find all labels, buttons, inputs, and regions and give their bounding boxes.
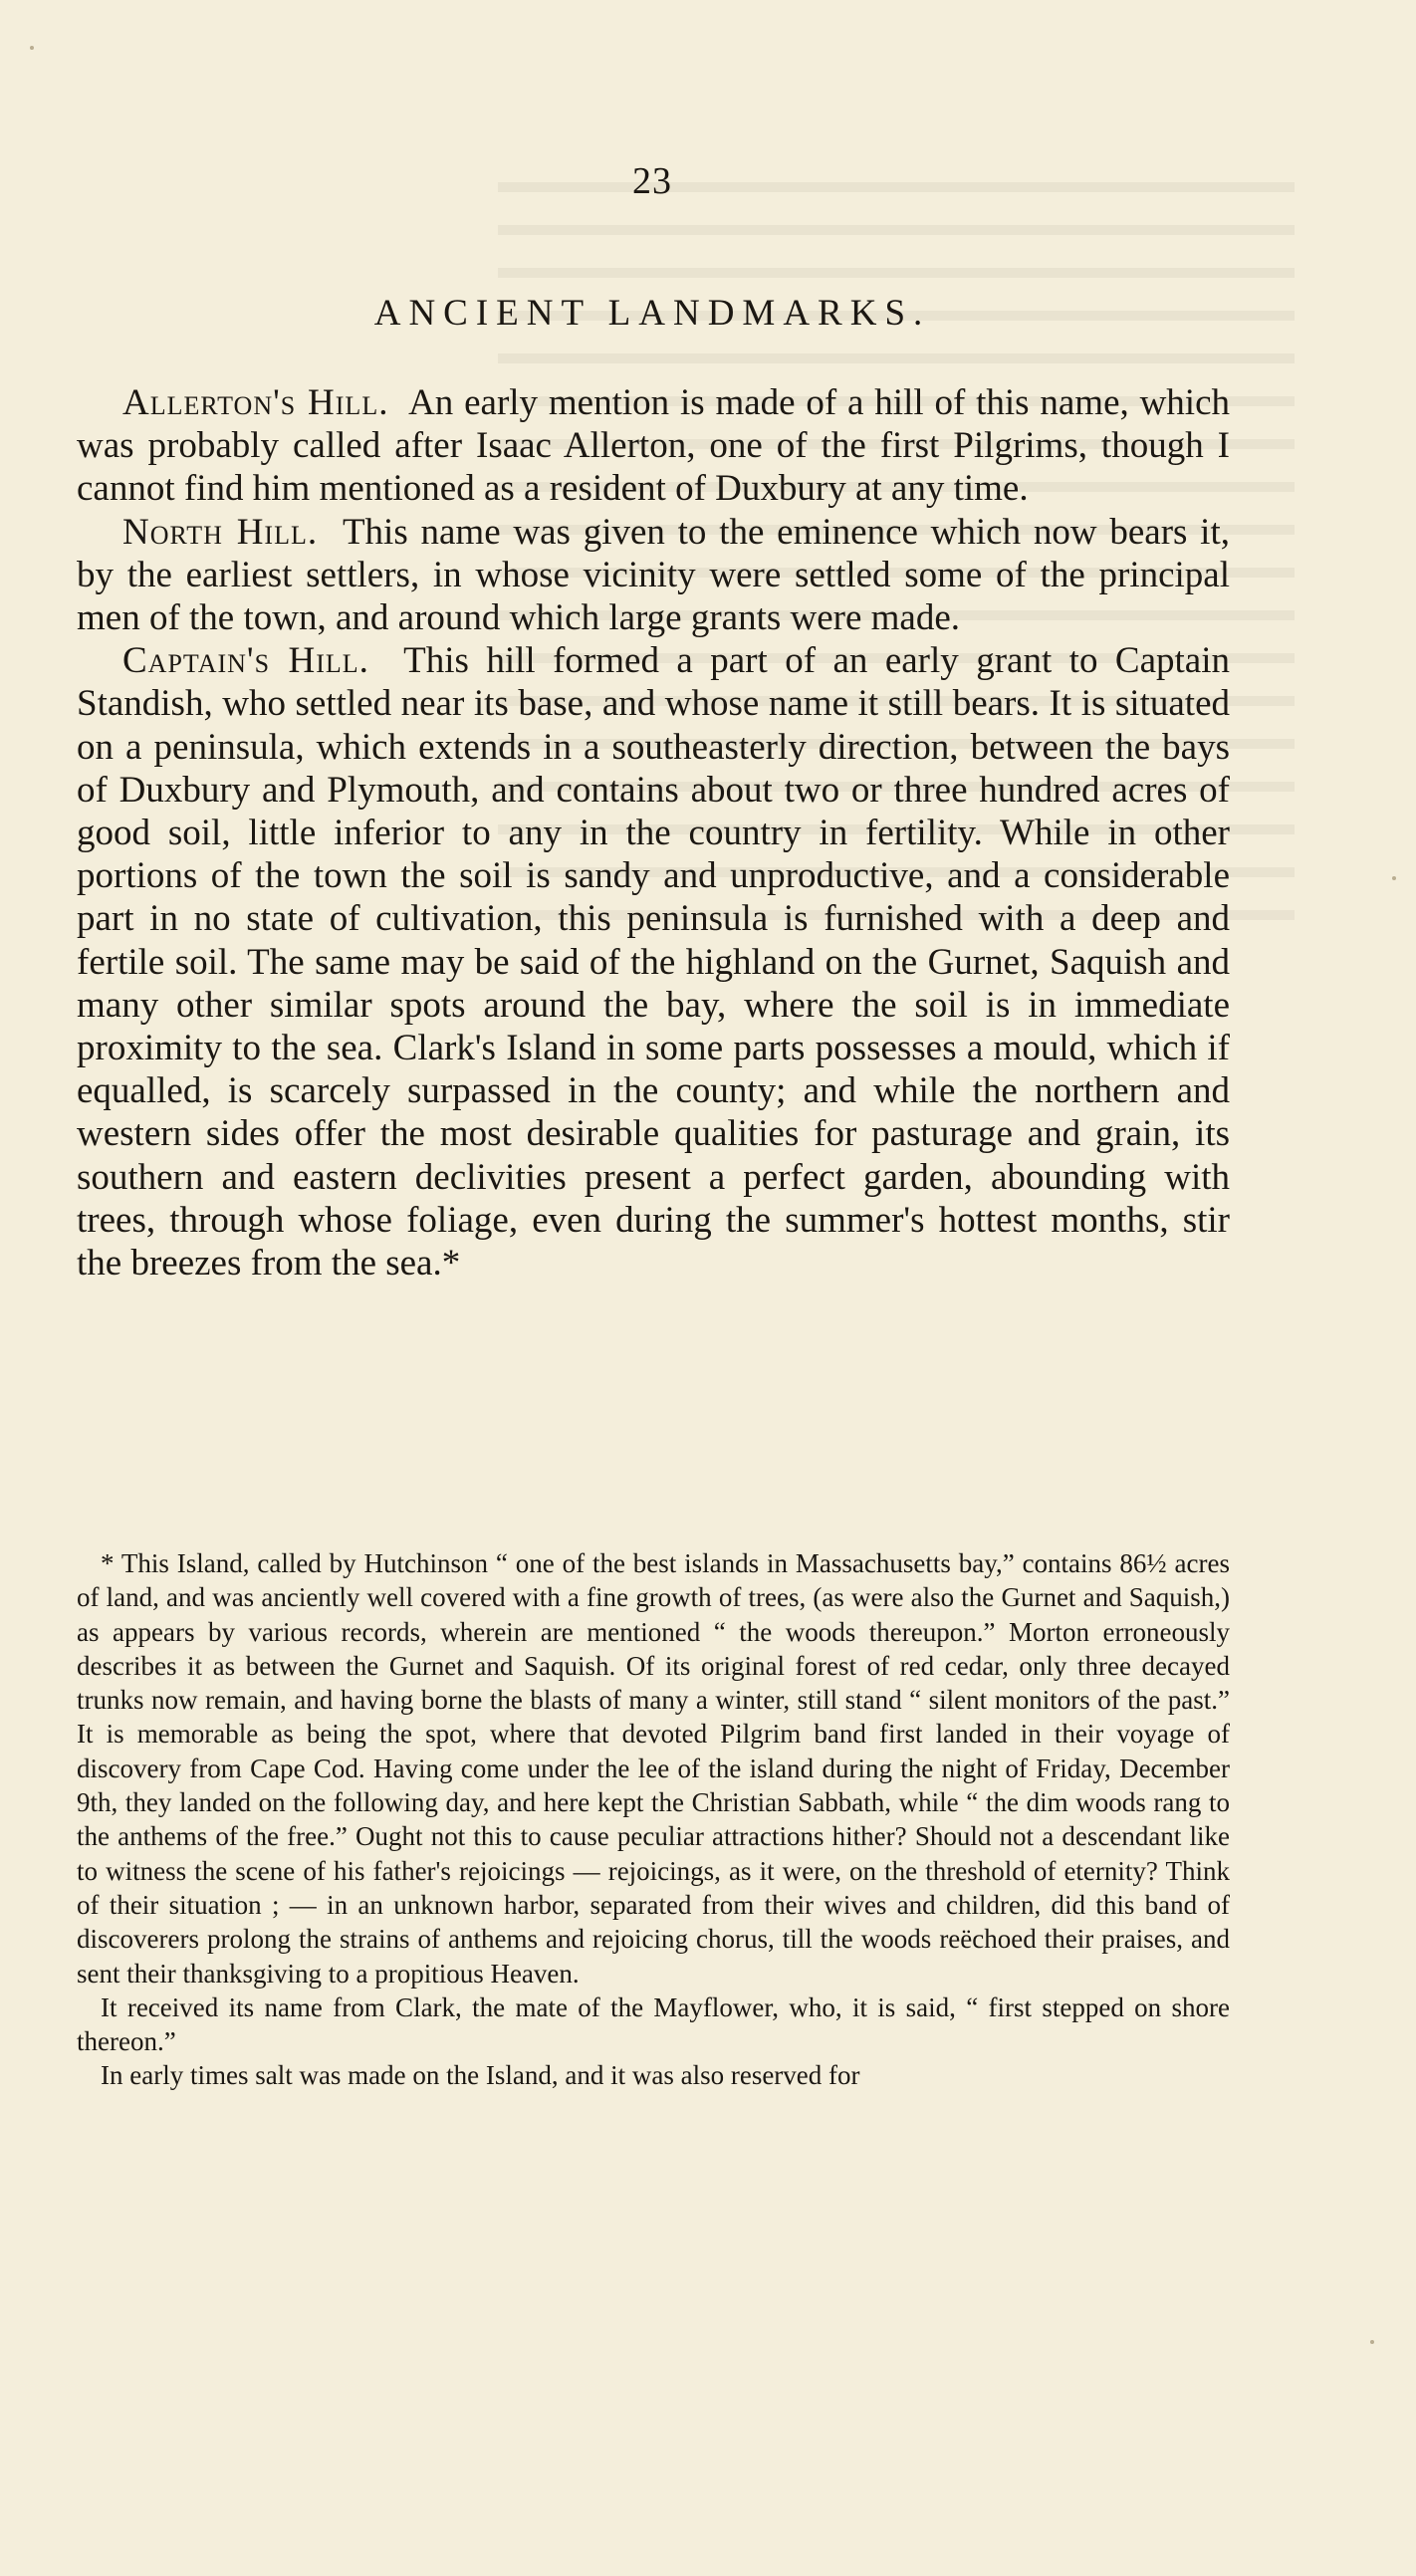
paragraph-text: An early mention is made of a hill of this name, which was probably called after Isaac Allerton, one of the first Pilgrims, though I cannot find him mentioned as a resident of Duxbury at any time.: [77, 382, 1230, 510]
footnote-paragraph: * This Island, called by Hutchinson “ one of the best islands in Massachusetts bay,” contains 86½ acres of land, and was anciently well covered with a fine growth of trees, (as were also the Gurnet and Saquish,) as appears by various records, wherein are mentioned “ the woods thereupon.” Morton erroneously describes it as between the Gurnet and Saquish. Of its original forest of red cedar, only three decayed trunks now remain, and having borne the blasts of many a winter, still stand “ silent monitors of the past.” It is memorable as being the spot, where that devoted Pilgrim band first landed in their voyage of discovery from Cape Cod. Having come under the lee of the island during the night of Friday, December 9th, they landed on the following day, and here kept the Christian Sabbath, while “ the dim woods rang to the anthems of the free.” Ought not this to cause peculiar attractions hither? Should not a descendant like to witness the scene of his father's rejoicings — rejoicings, as it were, on the threshold of eternity? Think of their situation ; — in an unknown harbor, separated from their wives and children, did this band of discoverers prolong the strains of anthems and rejoicing chorus, till the woods reëchoed their praises, and sent their thanksgiving to a propitious Heaven.: [77, 1548, 1230, 1989]
paper-speck: [1370, 2340, 1374, 2344]
paragraph-heading: Allerton's Hill.: [122, 382, 389, 423]
paragraph-captains-hill: [77, 639, 1230, 1285]
paragraph-heading: North Hill.: [122, 511, 319, 553]
page-title: ANCIENT LANDMARKS.: [373, 293, 931, 334]
footnote-paragraph: It received its name from Clark, the mate of the Mayflower, who, it is said, “ first stepped on shore thereon.”: [77, 1991, 1230, 2057]
paper-speck: [1392, 876, 1396, 880]
paragraph-allertons-hill: [77, 381, 1230, 511]
paragraph-text: This name was given to the eminence which now bears it, by the earliest settlers, in whose vicinity were settled some of the principal men of the town, and around which large grants were made.: [77, 511, 1230, 639]
footnote-paragraph: In early times salt was made on the Island, and it was also reserved for: [101, 2060, 860, 2091]
paragraph-north-hill: [77, 511, 1230, 640]
footnote: [77, 1546, 1230, 2093]
paragraph-heading: Captain's Hill.: [122, 640, 369, 682]
main-text: [77, 381, 1230, 1285]
page-number: 23: [632, 160, 672, 202]
paper-speck: [30, 46, 34, 50]
paragraph-text: This hill formed a part of an early grant to Captain Standish, who settled near its base, and whose name it still bears. It is situated on a peninsula, which extends in a southeasterly direction, between the bays of Duxbury and Plymouth, and contains about two or three hundred acres of good soil, little inferior to any in the country in fertility. While in other portions of the town the soil is sandy and unproductive, and a considerable part in no state of cultivation, this peninsula is furnished with a deep and fertile soil. The same may be said of the highland on the Gurnet, Saquish and many other similar spots around the bay, where the soil is in immediate proximity to the sea. Clark's Island in some parts possesses a mould, which if equalled, is scarcely surpassed in the county; and while the northern and western sides offer the most desirable qualities for pasturage and grain, its southern and eastern declivities present a perfect garden, abounding with trees, through whose foliage, even during the summer's hottest months, stir the breezes from the sea.*: [77, 640, 1230, 1285]
